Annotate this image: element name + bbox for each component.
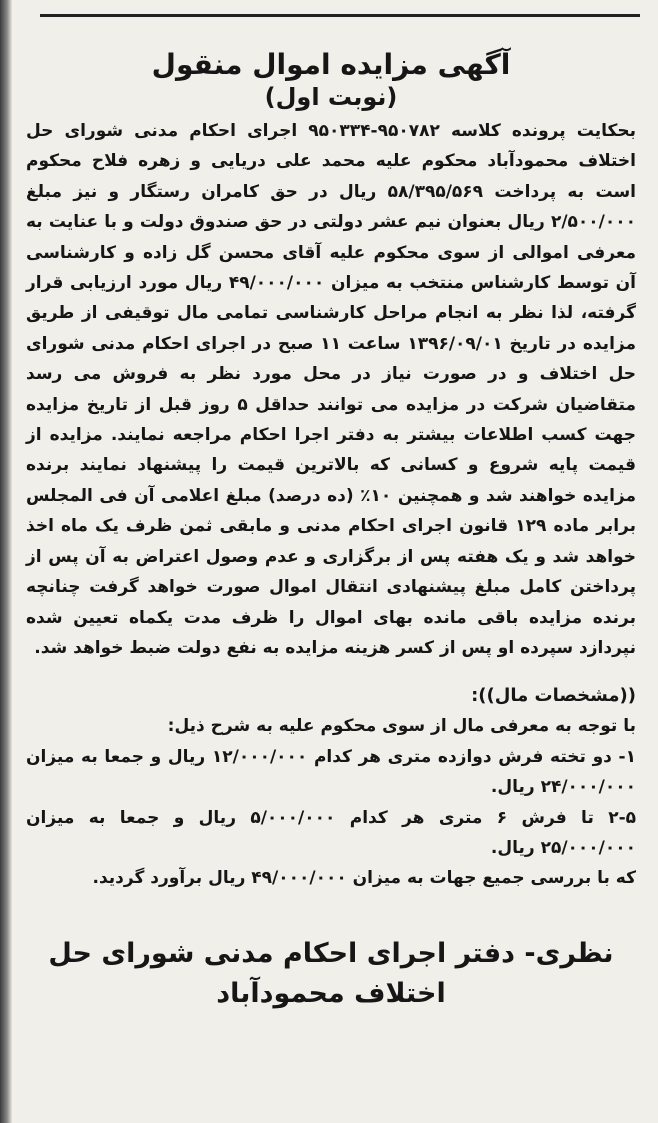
specs-heading: ((مشخصات مال)): [471, 685, 636, 707]
auction-notice [26, 26, 636, 1115]
spec-item-1: ۱- دو تخته فرش دوازده متری هر کدام ۱۲/۰۰۰/۰۰۰ ریال و جمعا به میزان ۲۴/۰۰۰/۰۰۰ ریال. [26, 746, 636, 798]
specs-intro: با توجه به معرفی مال از سوی محکوم علیه به شرح ذیل: [167, 716, 636, 737]
notice-signature: نظری- دفتر اجرای احکام مدنی شورای حل اختلاف محمودآباد [48, 937, 614, 1009]
notice-title: آگهی مزایده اموال منقول [151, 48, 511, 81]
page-edge-shadow [0, 0, 12, 1123]
spec-item-2: ۲-۵ تا فرش ۶ متری هر کدام ۵/۰۰۰/۰۰۰ ریال و جمعا به میزان ۲۵/۰۰۰/۰۰۰ ریال. [26, 807, 636, 858]
specs-total: که با بررسی جمیع جهات به میزان ۴۹/۰۰۰/۰۰۰ ریال برآورد گردید. [92, 868, 636, 889]
notice-subtitle: (نوبت اول) [264, 83, 398, 111]
top-border-rule [40, 14, 640, 17]
notice-body: بحکایت پرونده کلاسه ۹۵۰۷۸۲-۹۵۰۳۳۴ اجرای احکام مدنی شورای حل اختلاف محمودآباد محکوم علیه محمد علی دریایی و زهره فلاح محکوم است به پرداخت ۵۸/۳۹۵/۵۶۹ ریال در حق کامران رستگار و نیز مبلغ ۲/۵۰۰/۰۰۰ ریال بعنوان نیم عشر دولتی در حق صندوق دولت و با عنایت به معرفی اموالی از سوی محکوم علیه آقای محسن گل زاده و کارشناسی آن توسط کارشناس منتخب به میزان ۴۹/۰۰۰/۰۰۰ ریال مورد ارزیابی قرار گرفته، لذا نظر به انجام مراحل کارشناسی تمامی مال توقیفی از طریق مزایده در تاریخ ۱۳۹۶/۰۹/۰۱ ساعت ۱۱ صبح در اجرای احکام مدنی شورای حل اختلاف و در صورت نیاز در محل مورد نظر به فروش می رسد متقاضیان شرکت در مزایده می توانند حداقل ۵ روز قبل از تاریخ مزایده جهت کسب اطلاعات بیشتر به دفتر اجرا احکام مراجعه نمایند. مزایده از قیمت پایه شروع و کسانی که بالاترین قیمت را پیشنهاد نمایند برنده مزایده خواهند شد و همچنین ۱۰٪ (ده درصد) مبلغ اعلامی آن فی المجلس برابر ماده ۱۲۹ قانون اجرای احکام مدنی و مابقی ثمن ظرف یک ماه اخذ خواهد شد و یک هفته پس از برگزاری و عدم وصول اعتراض به آن پس از پرداختن کامل مبلغ پیشنهادی انتقال اموال صورت خواهد گرفت چنانچه برنده مزایده باقی مانده بهای اموال را ظرف مدت یکماه تعیین شده نپردازد سپرده او پس از کسر هزینه مزایده به نفع دولت ضبط خواهد شد. [26, 121, 637, 658]
